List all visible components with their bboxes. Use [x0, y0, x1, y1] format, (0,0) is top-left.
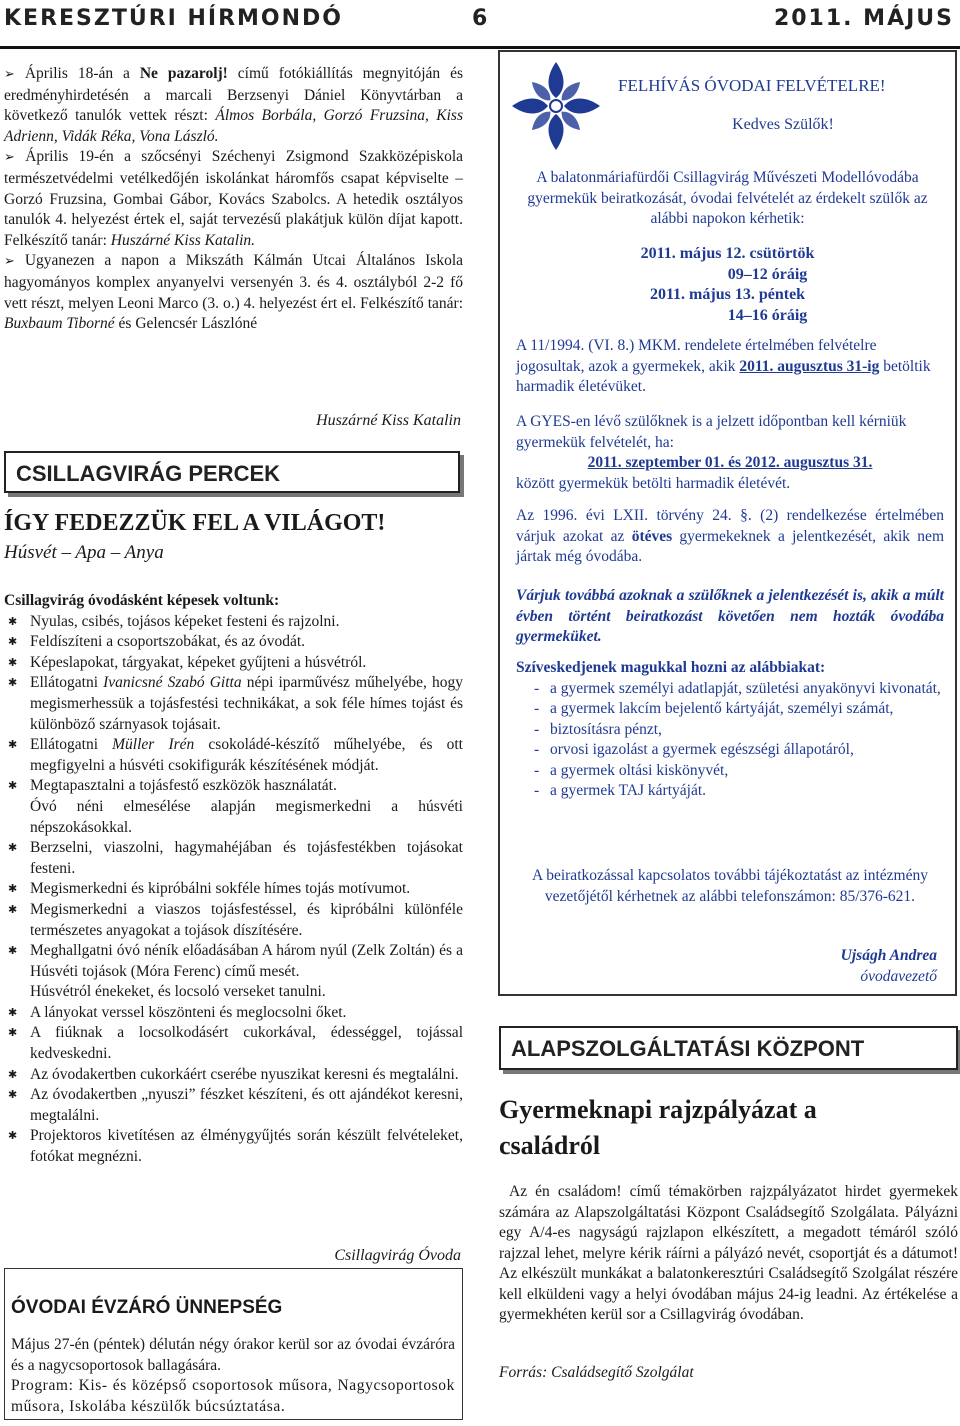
law-text: Az 1996. évi LXII. törvény 24. §. (2) rendelkezése értelmében várjuk azokat az ötéves gyermekeknek a jelentkezését, akik nem jártak még óvodába.: [516, 507, 944, 565]
wait-text: Várjuk továbbá azoknak a szülőknek a jelentkezését is, akik a múlt évben történt beiratkozást követően nem hozták óvodába gyermeküket.: [516, 587, 944, 645]
star-flower-logo-icon: [508, 58, 604, 154]
gyes-text: A GYES-en lévő szülőknek is a jelzett időpontban kell kérniük gyermekük felvételét, ha: 2011. szeptember 01. és 2012. augusztus 31. között gyermekük betölti harmadik életévét.: [516, 413, 907, 492]
list-item: ✱ A lányokat verssel köszönteni és meglocsolni őket.: [4, 1003, 463, 1024]
list-item: - a gyermek TAJ kártyáját.: [516, 781, 944, 802]
list-item: ✱ Feldíszíteni a csoportszobákat, és az óvodát.: [4, 632, 463, 653]
news-paragraph-2: ➢ Április 19-én a szőcsényi Széchenyi Zsigmond Szakközépiskola természetvédelmi vetélkedőjén iskolánkat háromfős csapat képviselte – Gorzó Fruzsina, Gombai Gábor, Kovács Szabolcs. A hetedik osztályos tanulók 4. helyezést értek el, saját tervezésű plakátjuk külön díjat kapott. Felkészítő tanár: Huszárné Kiss Katalin.: [4, 148, 464, 249]
list-item: ✱ Projektoros kivetítésen az élménygyűjtés során készült felvételeket, fotókat megnézni.: [4, 1126, 463, 1167]
list-title: Csillagvirág óvodásként képesek voltunk:: [4, 592, 280, 609]
list-item: ✱ Megismerkedni és kipróbálni sokféle hímes tojás motívumot.: [4, 879, 463, 900]
list-item: ✱ Berzselni, viaszolni, hagymahéjában és tojásfestékben tojásokat festeni.: [4, 838, 463, 879]
contest-source: Forrás: Családsegítő Szolgálat: [499, 1364, 694, 1381]
enrollment-title: FELHÍVÁS ÓVODAI FELVÉTELRE!: [618, 76, 886, 95]
evzaro-title: ÓVODAI ÉVZÁRÓ ÜNNEPSÉG: [11, 1297, 283, 1318]
page-header: [0, 0, 960, 49]
list-item: ✱ Az óvodakertben cukorkáért cserébe nyuszikat keresni és megtalálni.: [4, 1065, 463, 1086]
evzaro-text: Május 27-én (péntek) délután négy órakor kerül sor az óvodai évzáróra és a nagycsoportosok ballagására. Program: Kis- és középső csoportosok műsora, Nagycsoportosok műsora, Iskolába készülők búcsúztatása.: [11, 1336, 455, 1415]
signature-katalin: Huszárné Kiss Katalin: [316, 412, 461, 429]
evzaro-box: [4, 1268, 463, 1420]
decree-text: A 11/1994. (VI. 8.) MKM. rendelete értelmében felvételre jogosultak, azok a gyermekek, akik 2011. augusztus 31-ig betöltik harmadik életévüket.: [516, 337, 931, 395]
enrollment-dates: 2011. május 12. csütörtök 09–12 óráig 2011. május 13. péntek 14–16 óráig: [640, 245, 815, 324]
contest-headline: Gyermeknapi rajzpályázat a családról: [499, 1095, 817, 1160]
list-item: - a gyermek oltási kiskönyvét,: [516, 761, 944, 782]
enrollment-intro: A balatonmáriafürdői Csillagvirág Művészeti Modellóvodába gyermekük beiratkozását, óvodai felvételét az érdekelt szülők az alábbi napokon kérhetik:: [527, 169, 928, 227]
list-item: ✱ Képeslapokat, tárgyakat, képeket gyűjteni a húsvétról.: [4, 653, 463, 674]
newspaper-title: KERESZTÚRI HÍRMONDÓ: [4, 6, 344, 31]
activity-list: [4, 612, 463, 1168]
list-item: ✱ A fiúknak a locsolkodásért cukorkával, édességgel, tojással kedveskedni.: [4, 1023, 463, 1064]
news-paragraph-1: ➢ Április 18-án a Ne pazarolj! című fotókiállítás megnyitóján és eredményhirdetésén a marcali Berzsenyi Dániel Könyvtárban a következő tanulók vettek részt: Álmos Borbála, Gorzó Fruzsina, Kiss Adrienn, Vidák Réka, Vona László.: [4, 65, 463, 145]
greeting: Kedves Szülők!: [732, 116, 834, 133]
school-news: [4, 64, 463, 335]
headline-world: ÍGY FEDEZZÜK FEL A VILÁGOT!: [4, 510, 386, 536]
arrow-bullet-icon: ➢: [4, 254, 15, 270]
arrow-bullet-icon: ➢: [4, 67, 15, 82]
list-item: ✱ Nyulas, csibés, tojásos képeket festeni és rajzolni.: [4, 612, 463, 633]
list-item: - a gyermek lakcím bejelentő kártyáját, személyi számát,: [516, 699, 944, 720]
bring-section: Szíveskedjenek magukkal hozni az alábbiakat: - a gyermek személyi adatlapját, születési anyakönyvi kivonatát, - a gyermek lakcím bejelentő kártyáját, személyi számát, - biztosításra pénzt, - orvosi igazolást a gyermek egészségi állapotáról, - a gyermek oltási kiskönyvét, - a gyermek TAJ kártyáját.: [516, 658, 944, 802]
issue-date: 2011. MÁJUS: [773, 6, 954, 31]
list-item: ✱ Megtapasztalni a tojásfestő eszközök használatát.: [4, 776, 463, 797]
list-item: ✱ Ellátogatni Ivanicsné Szabó Gitta népi iparművész műhelyébe, hogy megismerhessük a tojásfestési technikákat, a sok féle hímes tojást és különböző szárnyasok tojásait.: [4, 673, 463, 735]
news-paragraph-3: ➢ Ugyanezen a napon a Mikszáth Kálmán Utcai Általános Iskola hagyományos komplex anyanyelvi versenyén 3. és 4. osztályból 2-2 fő vett részt, melyen Leoni Marco (3. o.) 4. helyezést ért el. Felkészítő tanár: Buxbaum Tiborné és Gelencsér Lászlóné: [4, 252, 464, 333]
list-item: - orvosi igazolást a gyermek egészségi állapotáról,: [516, 740, 944, 761]
director-signature: Ujságh Andrea óvodavezető: [840, 947, 937, 985]
kindergarten-list: [4, 591, 463, 1168]
list-item: - biztosításra pénzt,: [516, 720, 944, 741]
list-item: ✱ Megismerkedni a viaszos tojásfestéssel, és kipróbálni különféle természetes anyagokat a tojások díszítésére.: [4, 900, 463, 941]
info-text: A beiratkozással kapcsolatos további tájékoztatást az intézmény vezetőjétől kérhetnek az alábbi telefonszámon: 85/376-621.: [532, 867, 928, 905]
list-item: ✱ Meghallgatni óvó néník előadásában A három nyúl (Zelk Zoltán) és a Húsvéti tojások (Móra Ferenc) című mesét.: [4, 941, 463, 982]
page-number: 6: [472, 6, 490, 31]
list-item: ✱ Az óvodakertben „nyuszi” fészket készíteni, és ott ajándékot keresni, megtalálni.: [4, 1085, 463, 1126]
contest-text: Az én családom! című témakörben rajzpályázatot hirdet gyermekek számára az Alapszolgáltatási Központ Családsegítő Szolgálata. Pályázni egy A/4-es nagyságú rajzlapon elkészített, a megadott témáról szóló rajzzal lehet, melyre kérik ráírni a pályázó nevét, csoportját és a dátumot! Az elkészült munkákat a balatonkeresztúri Családsegítő Szolgálat részére kell elküldeni vagy a helyi óvodában május 24-ig leadni. Az értékelése a gyermekhéten kerül sor a Csillagvirág óvodában.: [499, 1183, 958, 1323]
subheadline-easter: Húsvét – Apa – Anya: [4, 542, 164, 563]
enrollment-box: [498, 50, 957, 996]
list-item: - a gyermek személyi adatlapját, születési anyakönyvi kivonatát,: [516, 679, 944, 700]
signature-ovoda: Csillagvirág Óvoda: [334, 1247, 461, 1264]
list-item: Húsvétról énekeket, és locsoló verseket tanulni.: [30, 983, 326, 1001]
section-box-csillagvirag: CSILLAGVIRÁG PERCEK: [4, 451, 460, 493]
bring-list: [516, 679, 944, 802]
list-item: ✱ Ellátogatni Müller Irén csokoládé-készítő műhelyébe, és ott megfigyelni a húsvéti csokifigurák készítésének módját.: [4, 735, 463, 776]
arrow-bullet-icon: ➢: [4, 150, 15, 166]
list-item: Óvó néni elmesélése alapján megismerkedni a húsvéti népszokásokkal.: [30, 797, 463, 836]
section-box-alapszolgaltatasi: ALAPSZOLGÁLTATÁSI KÖZPONT: [499, 1026, 958, 1070]
